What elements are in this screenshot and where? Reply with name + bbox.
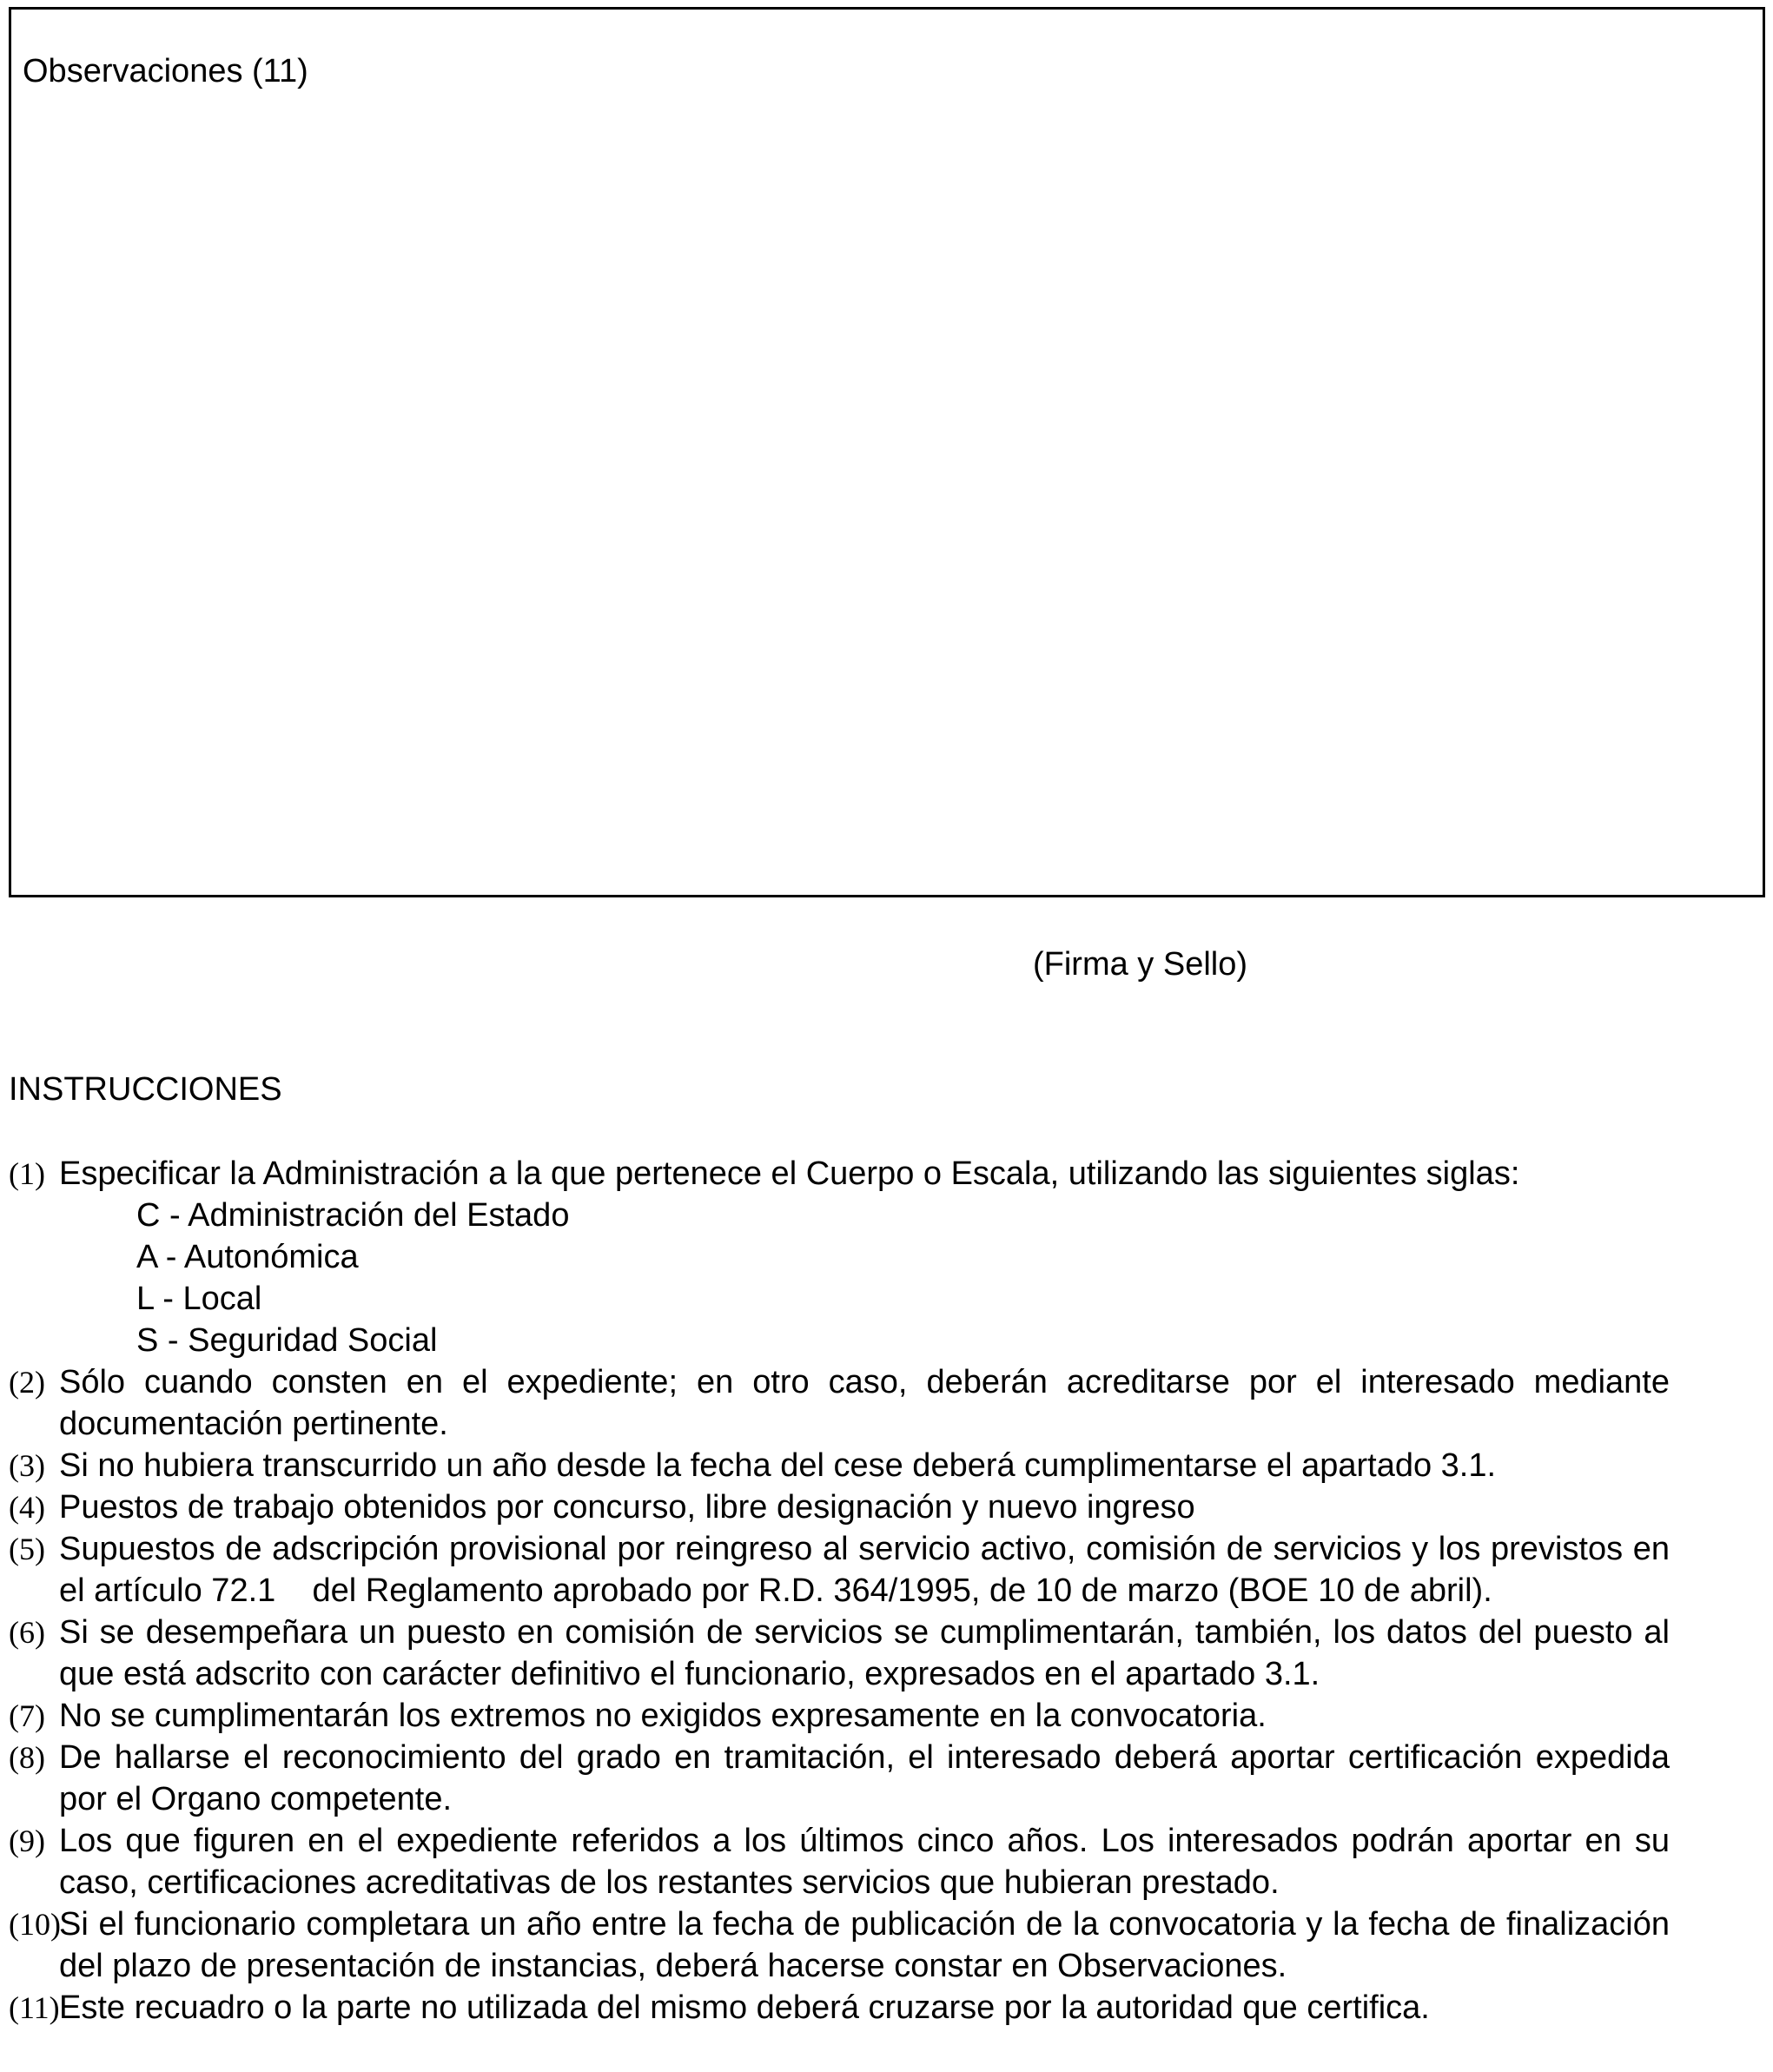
note-1 bbox=[9, 1153, 1670, 1195]
note-number: (9) bbox=[9, 1824, 45, 1858]
note-number: (3) bbox=[9, 1448, 45, 1483]
note-4 bbox=[9, 1486, 1670, 1528]
observaciones-label: Observaciones (11) bbox=[23, 53, 308, 89]
note-11 bbox=[9, 1987, 1670, 2029]
sigla-item: L - Local bbox=[136, 1281, 262, 1317]
note-number: (10) bbox=[9, 1907, 61, 1942]
note-text: Sólo cuando consten en el expediente; en otro caso, deberán acreditarse por el interesado mediante documentación pertinente. bbox=[59, 1364, 1670, 1442]
sigla-item: S - Seguridad Social bbox=[136, 1322, 438, 1359]
note-number: (1) bbox=[9, 1156, 45, 1191]
note-text: No se cumplimentarán los extremos no exigidos expresamente en la convocatoria. bbox=[59, 1698, 1267, 1734]
firma-y-sello-label: (Firma y Sello) bbox=[1033, 946, 1248, 983]
note-7 bbox=[9, 1695, 1670, 1737]
note-2 bbox=[9, 1361, 1670, 1445]
note-8 bbox=[9, 1737, 1670, 1820]
note-5 bbox=[9, 1528, 1679, 1612]
note-text: Si no hubiera transcurrido un año desde la fecha del cese deberá cumplimentarse el apartado 3.1. bbox=[59, 1447, 1497, 1484]
note-text: Especificar la Administración a la que pertenece el Cuerpo o Escala, utilizando las siguientes siglas: bbox=[59, 1155, 1520, 1192]
note-number: (4) bbox=[9, 1490, 45, 1525]
note-number: (8) bbox=[9, 1740, 45, 1775]
note-text: Si se desempeñara un puesto en comisión de servicios se cumplimentarán, también, los datos del puesto al que está adscrito con carácter definitivo el funcionario, expresados en el apartado 3.1. bbox=[59, 1614, 1670, 1692]
sigla-item: A - Autonómica bbox=[136, 1239, 359, 1275]
note-number: (2) bbox=[9, 1365, 45, 1400]
note-text: De hallarse el reconocimiento del grado en tramitación, el interesado deberá aportar certificación expedida por el Organo competente. bbox=[59, 1739, 1670, 1817]
note-text: Los que figuren en el expediente referidos a los últimos cinco años. Los interesados podrán aportar en su caso, certificaciones acreditativas de los restantes servicios que hubieran prestado. bbox=[59, 1823, 1670, 1901]
note-10 bbox=[9, 1903, 1670, 1987]
instrucciones-list bbox=[9, 1153, 1679, 2029]
note-number: (11) bbox=[9, 1990, 60, 2025]
sigla-item: C - Administración del Estado bbox=[136, 1197, 570, 1234]
note-number: (7) bbox=[9, 1698, 45, 1733]
instrucciones-title: INSTRUCCIONES bbox=[9, 1071, 282, 1108]
note-9 bbox=[9, 1820, 1670, 1903]
note-text: Puestos de trabajo obtenidos por concurso, libre designación y nuevo ingreso bbox=[59, 1489, 1195, 1526]
note-text: Este recuadro o la parte no utilizada del mismo deberá cruzarse por la autoridad que certifica. bbox=[59, 1989, 1430, 2026]
note-number: (6) bbox=[9, 1615, 45, 1650]
note-3 bbox=[9, 1445, 1670, 1486]
note-text: Si el funcionario completara un año entre la fecha de publicación de la convocatoria y la fecha de finalización del plazo de presentación de instancias, deberá hacerse constar en Observaciones. bbox=[59, 1906, 1670, 1984]
observaciones-box bbox=[9, 7, 1765, 897]
note-6 bbox=[9, 1612, 1670, 1695]
note-text: Supuestos de adscripción provisional por reingreso al servicio activo, comisión de servicios y los previstos en el artículo 72.1 del Reglamento aprobado por R.D. 364/1995, de 10 de marzo (BOE 10 de abril). bbox=[59, 1531, 1679, 1609]
note-number: (5) bbox=[9, 1532, 45, 1566]
